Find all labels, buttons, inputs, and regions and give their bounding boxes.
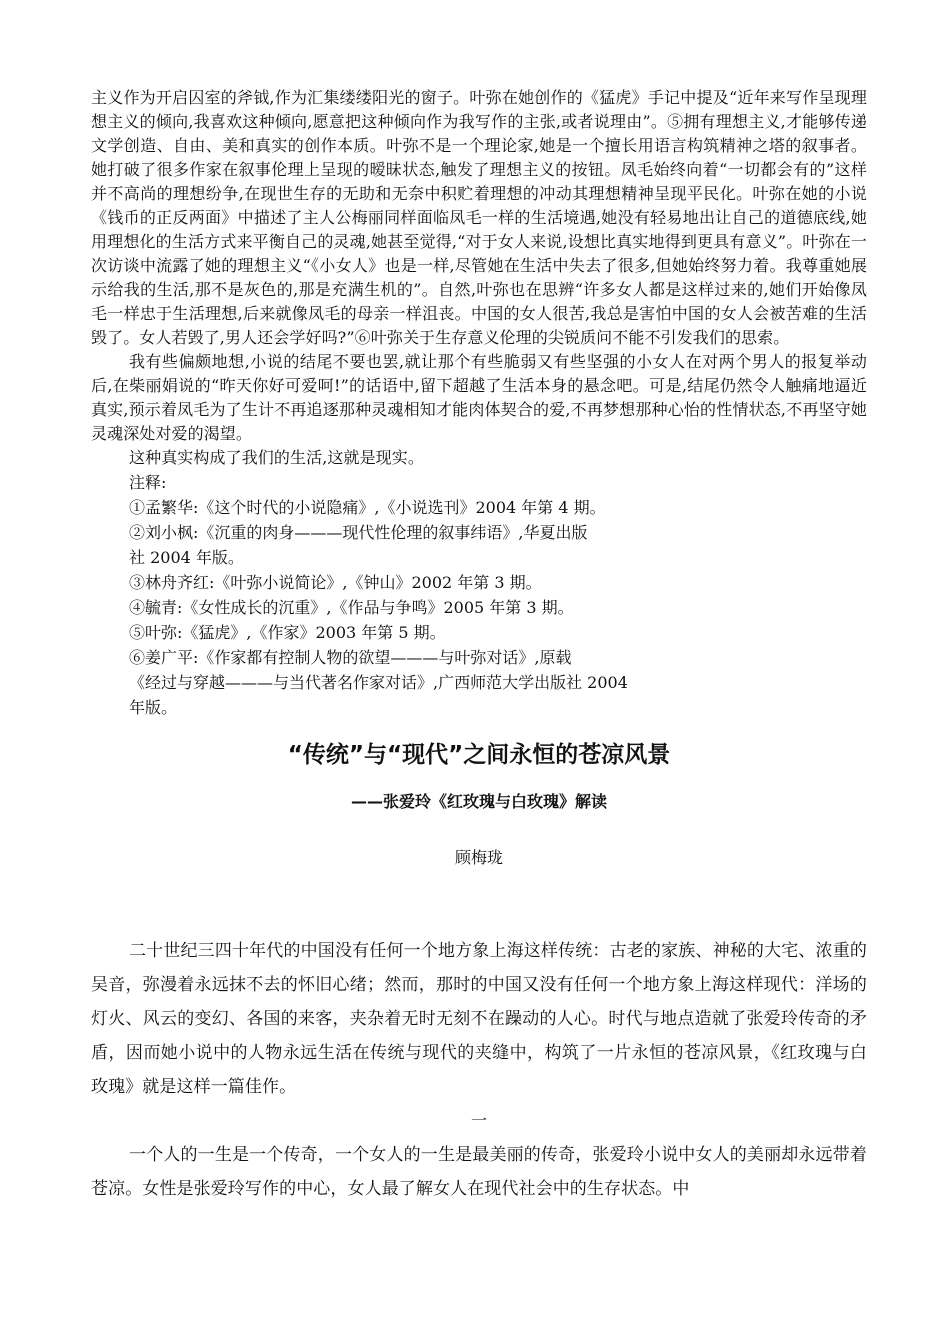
footnote: ②刘小枫:《沉重的肉身———现代性伦理的叙事纬语》,华夏出版 (129, 523, 588, 542)
notes-heading: 注释: (129, 473, 167, 492)
body-paragraph: 主义作为开启囚室的斧钺,作为汇集缕缕阳光的窗子。叶弥在她创作的《猛虎》手记中提及“近年来写作呈现理想主义的倾向,我喜欢这种倾向,愿意把这种倾向作为我写作的主张,或者说理由”。⑤拥有理想主义,才能够传递文学创造、自由、美和真实的创作本质。叶弥不是一个理论家,她是一个擅长用语言构筑精神之塔的叙事者。她打破了很多作家在叙事伦理上呈现的暧昧状态,触发了理想主义的按钮。凤毛始终向着“一切都会有的”这样并不高尚的理想纷争,在现世生存的无助和无奈中积贮着理想的冲动其理想精神呈现平民化。叶弥在她的小说《钱币的正反两面》中描述了主人公梅丽同样面临凤毛一样的生活境遇,她没有轻易地出让自己的道德底线,她用理想化的生活方式来平衡自己的灵魂,她甚至觉得,“对于女人来说,设想比真实地得到更具有意义”。叶弥在一次访谈中流露了她的理想主义“《小女人》也是一样,尽管她在生活中失去了很多,但她始终努力着。我尊重她展示给我的生活,那不是灰色的,那是充满生机的”。自然,叶弥也在思辨“许多女人都是这样过来的,她们开始像凤毛一样忠于生活理想,后来就像凤毛的母亲一样沮丧。中国的女人很苦,我总是害怕中国的女人会被苦难的生活毁了。女人若毁了,男人还会学好吗?”⑥叶弥关于生存意义伦理的尖锐质问不能不引发我们的思索。 (91, 88, 867, 347)
footnote: ③林舟齐红:《叶弥小说简论》,《钟山》2002 年第 3 期。 (129, 573, 542, 592)
article-body (91, 934, 867, 1206)
page-content (91, 86, 867, 1206)
section-paragraph: 一个人的一生是一个传奇，一个女人的一生是最美丽的传奇，张爱玲小说中女人的美丽却永远带着苍凉。女性是张爱玲写作的中心，女人最了解女人在现代社会中的生存状态。中 (91, 1145, 867, 1199)
article-author: 顾梅珑 (454, 848, 503, 867)
footnote: 社 2004 年版。 (129, 548, 244, 567)
article-subtitle: ——张爱玲《红玫瑰与白玫瑰》解读 (350, 792, 607, 811)
footnote: 《经过与穿越———与当代著名作家对话》,广西师范大学出版社 2004 (129, 673, 628, 692)
footnote: 年版。 (129, 698, 178, 717)
article-title: “传统”与“现代”之间永恒的苍凉风景 (287, 742, 671, 768)
footnote: ④毓青:《女性成长的沉重》,《作品与争鸣》2005 年第 3 期。 (129, 598, 574, 617)
intro-paragraph: 二十世纪三四十年代的中国没有任何一个地方象上海这样传统：古老的家族、神秘的大宅、浓重的吴音，弥漫着永远抹不去的怀旧心绪；然而，那时的中国又没有任何一个地方象上海这样现代：洋场的灯火、风云的变幻、各国的来客，夹杂着无时无刻不在躁动的人心。时代与地点造就了张爱玲传奇的矛盾，因而她小说中的人物永远生活在传统与现代的夹缝中，构筑了一片永恒的苍凉风景，《红玫瑰与白玫瑰》就是这样一篇佳作。 (91, 941, 867, 1097)
footnote: ⑥姜广平:《作家都有控制人物的欲望———与叶弥对话》,原载 (129, 648, 572, 667)
footnote: ⑤叶弥:《猛虎》,《作家》2003 年第 5 期。 (129, 623, 446, 642)
body-paragraph: 我有些偏颇地想,小说的结尾不要也罢,就让那个有些脆弱又有些坚强的小女人在对两个男人的报复举动后,在柴丽娟说的“昨天你好可爱呵!”的话语中,留下超越了生活本身的悬念吧。可是,结尾仍然令人触痛地逼近真实,预示着凤毛为了生计不再追逐那种灵魂相知才能肉体契合的爱,不再梦想那种心怡的性情状态,不再坚守她灵魂深处对爱的渴望。 (91, 352, 867, 443)
footnotes (91, 470, 867, 720)
footnote: ①孟繁华:《这个时代的小说隐痛》,《小说选刊》2004 年第 4 期。 (129, 498, 606, 517)
section-number: 一 (470, 1111, 487, 1130)
body-paragraph: 这种真实构成了我们的生活,这就是现实。 (129, 448, 424, 467)
